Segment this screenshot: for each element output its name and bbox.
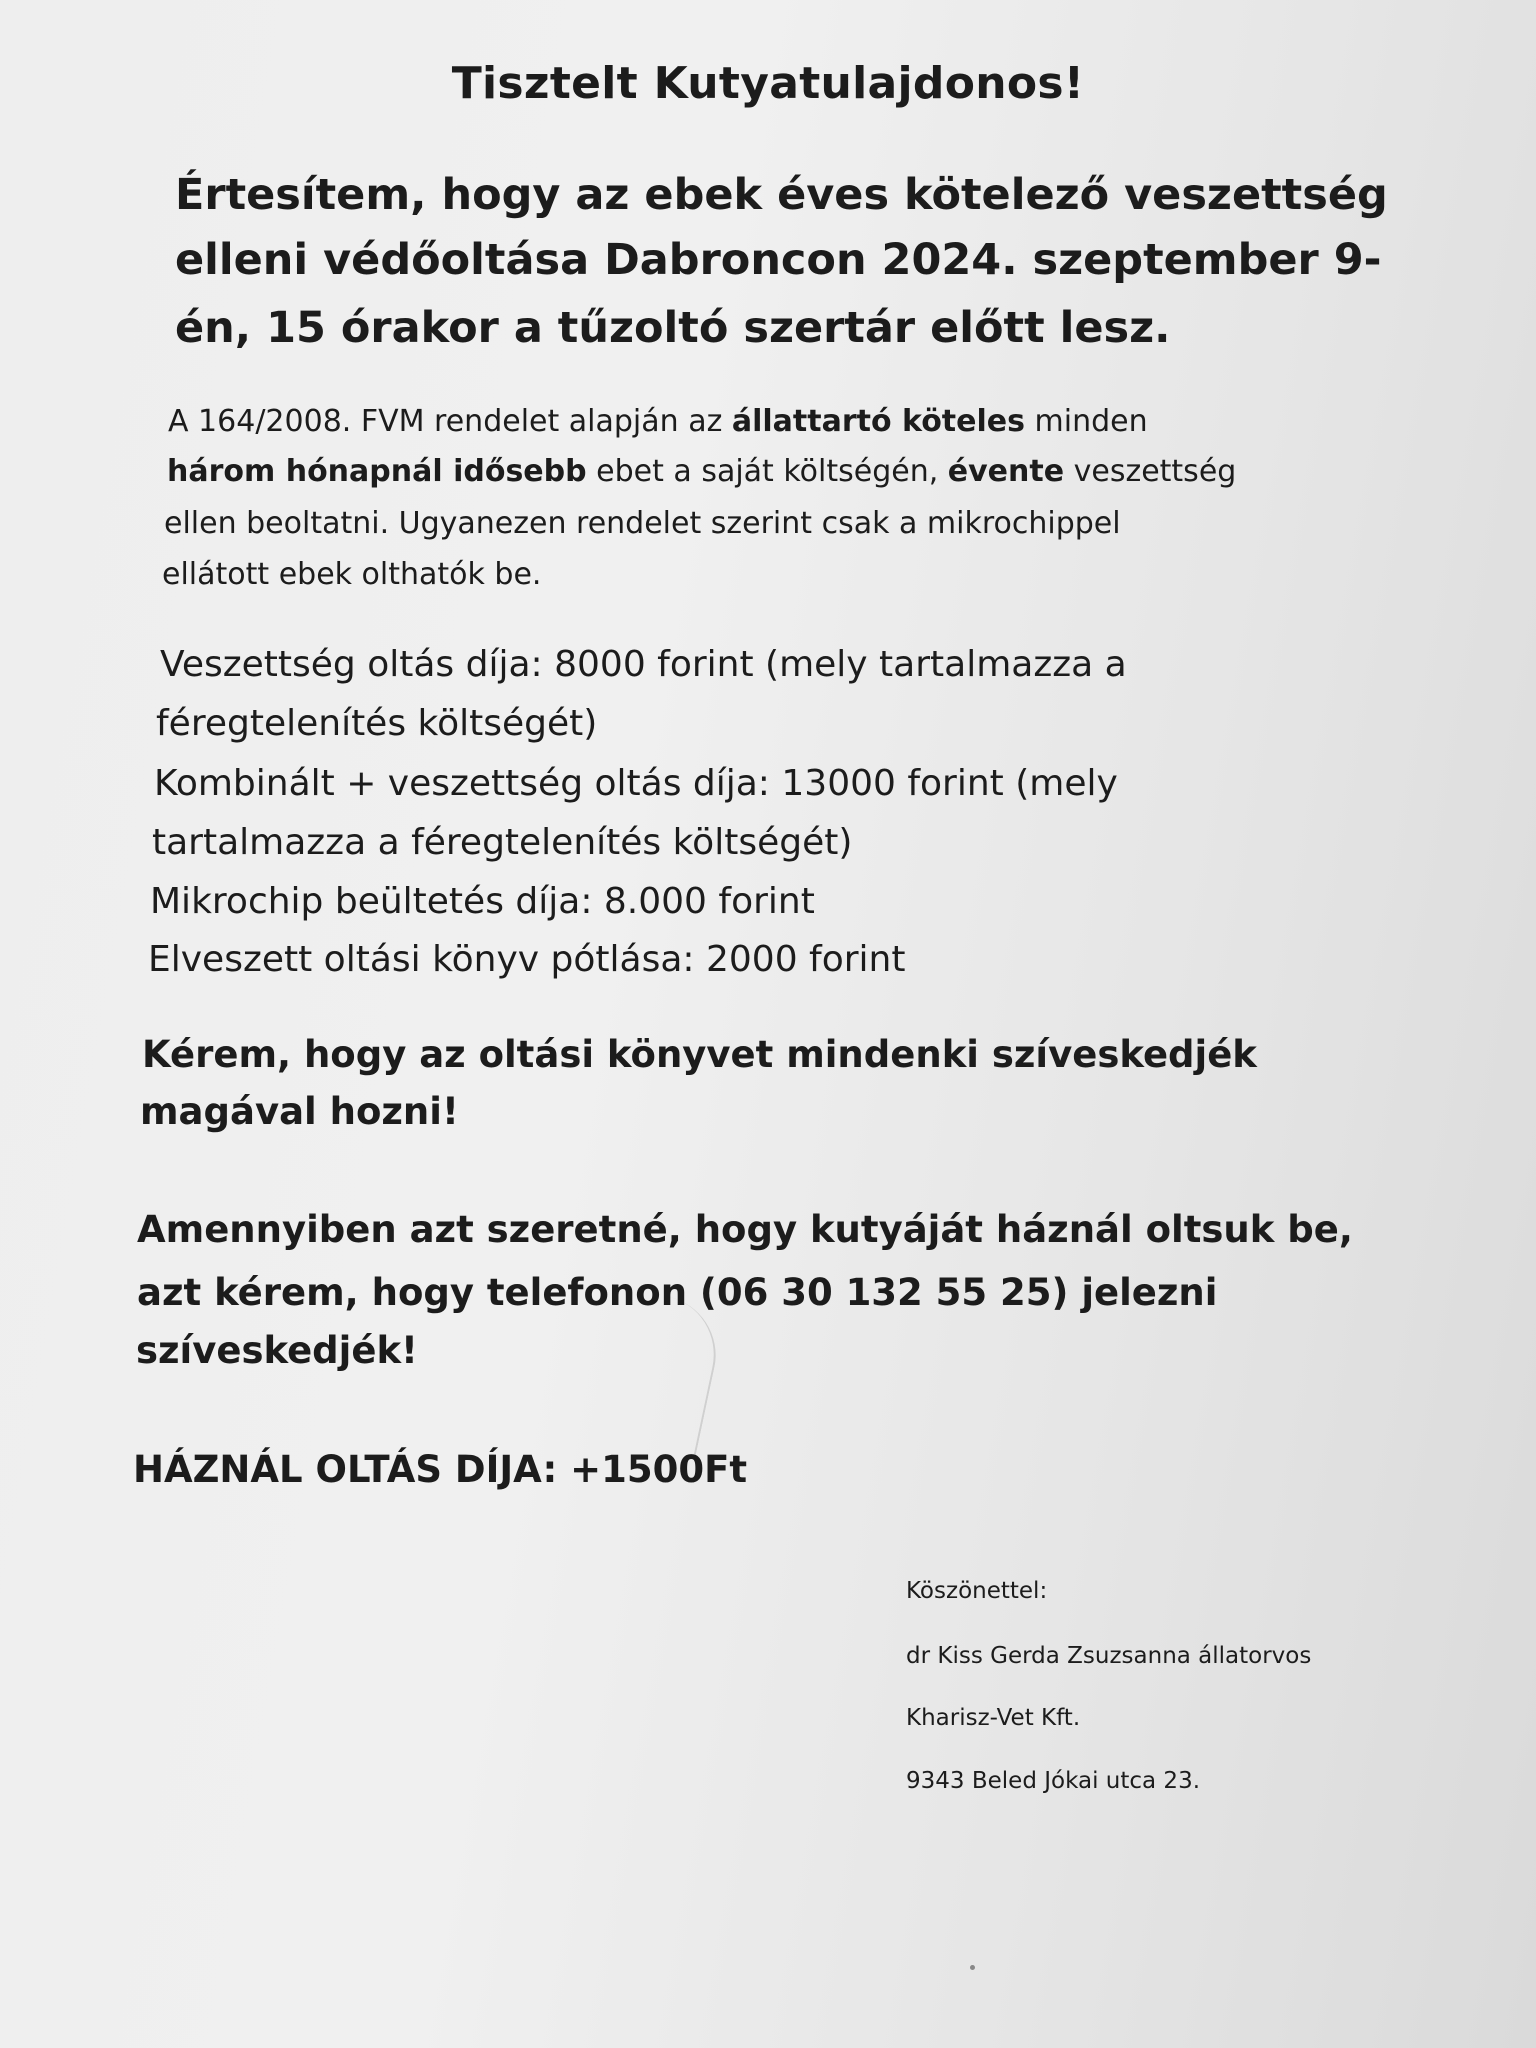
signature-address: 9343 Beled Jókai utca 23. <box>906 1768 1201 1794</box>
legal-emphasis: három hónapnál idősebb <box>167 454 587 489</box>
legal-text-line <box>168 404 1148 439</box>
home-visit-fee: HÁZNÁL OLTÁS DÍJA: +1500Ft <box>133 1448 748 1491</box>
legal-text-line: ellen beoltatni. Ugyanezen rendelet szerint csak a mikrochippel <box>164 506 1121 541</box>
signature-closing: Köszönettel: <box>906 1578 1048 1604</box>
fee-line: tartalmazza a féregtelenítés költségét) <box>152 822 853 863</box>
fee-line: Mikrochip beültetés díja: 8.000 forint <box>150 881 815 922</box>
signature-name: dr Kiss Gerda Zsuzsanna állatorvos <box>906 1643 1312 1669</box>
legal-emphasis: állattartó köteles <box>731 404 1025 439</box>
headline-line: elleni védőoltása Dabroncon 2024. szeptember 9- <box>175 235 1382 285</box>
home-visit-line: szíveskedjék! <box>136 1329 418 1372</box>
legal-text: veszettség <box>1064 454 1237 489</box>
headline-line: én, 15 órakor a tűzoltó szertár előtt lesz. <box>175 303 1171 353</box>
legal-text: ebet a saját költségén, <box>586 454 948 489</box>
request-line: Kérem, hogy az oltási könyvet mindenki szíveskedjék <box>142 1033 1257 1076</box>
signature-company: Kharisz-Vet Kft. <box>906 1705 1081 1731</box>
legal-emphasis: évente <box>947 454 1065 489</box>
fee-line: Veszettség oltás díja: 8000 forint (mely tartalmazza a <box>160 644 1127 685</box>
legal-text: minden <box>1024 404 1148 439</box>
notice-title: Tisztelt Kutyatulajdonos! <box>451 58 1085 109</box>
request-line: magával hozni! <box>140 1090 459 1133</box>
paper-speck <box>970 1965 975 1970</box>
home-visit-line: Amennyiben azt szeretné, hogy kutyáját háznál oltsuk be, <box>137 1208 1353 1251</box>
home-visit-line: azt kérem, hogy telefonon (06 30 132 55 25) jelezni <box>137 1271 1218 1314</box>
fee-line: Elveszett oltási könyv pótlása: 2000 forint <box>148 939 906 980</box>
fee-line: Kombinált + veszettség oltás díja: 13000 forint (mely <box>154 763 1118 804</box>
legal-text-line <box>167 454 1236 489</box>
fee-line: féregtelenítés költségét) <box>156 703 598 744</box>
paper-crease <box>625 1294 727 1456</box>
legal-text-line: ellátott ebek olthatók be. <box>162 557 542 592</box>
headline-line: Értesítem, hogy az ebek éves kötelező veszettség <box>175 170 1388 220</box>
legal-text: A 164/2008. FVM rendelet alapján az <box>168 404 732 439</box>
